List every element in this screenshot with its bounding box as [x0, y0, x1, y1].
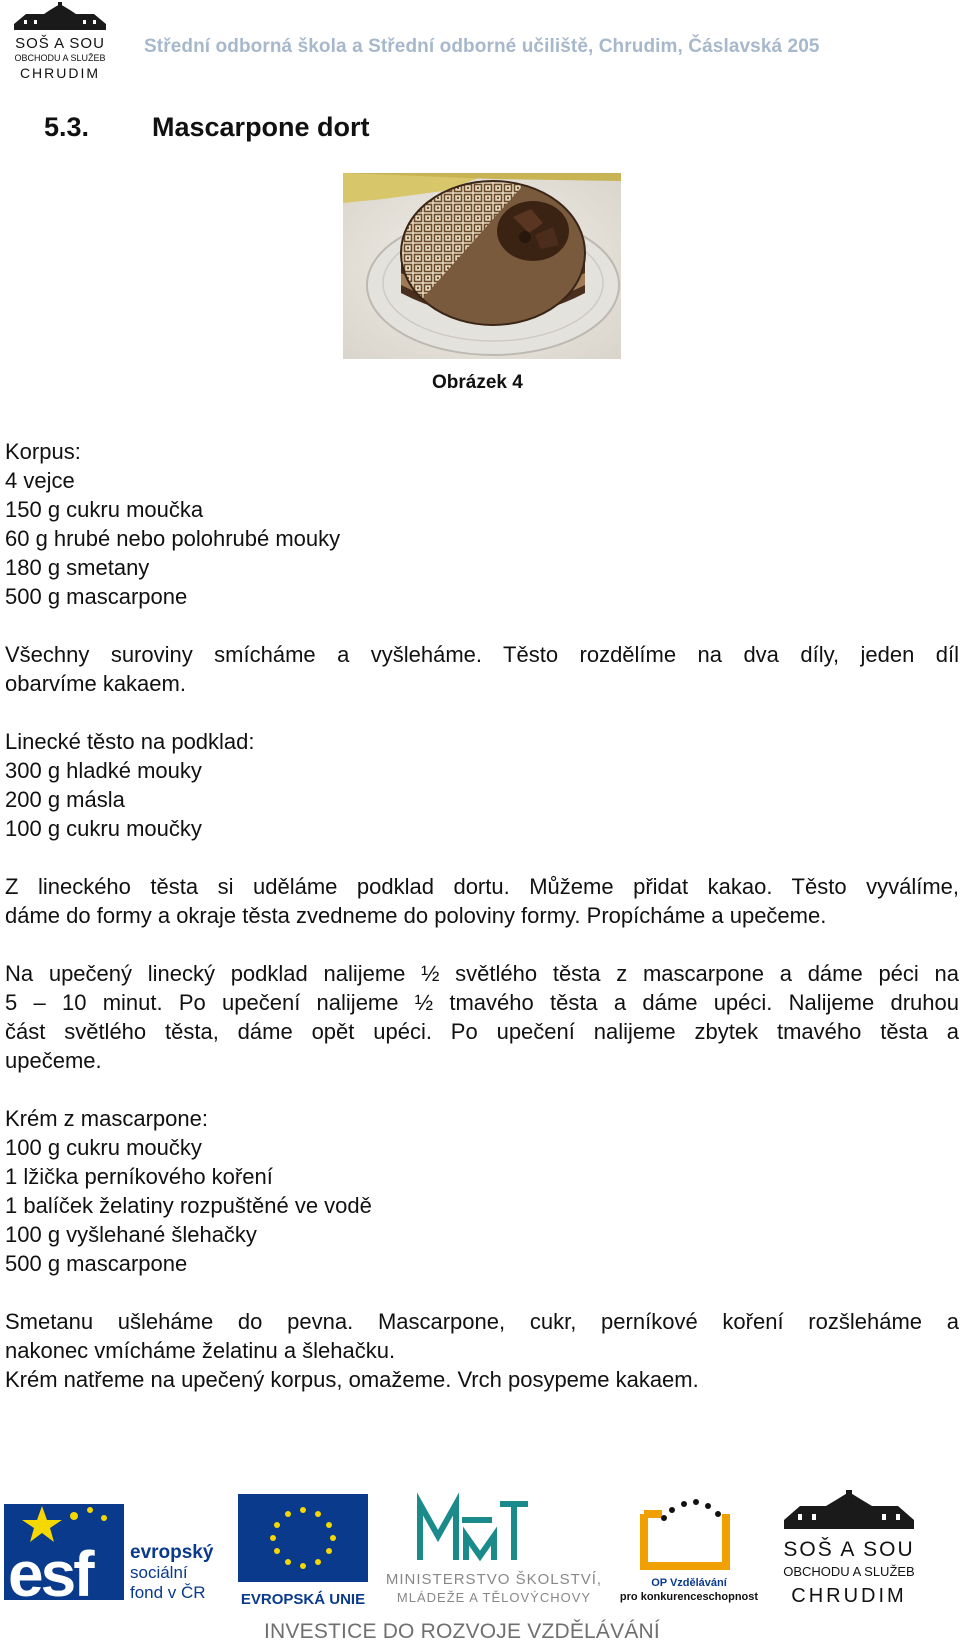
ingredient-item: 1 lžička perníkového koření — [5, 1164, 273, 1189]
section-heading — [44, 112, 370, 143]
logo-line-3: CHRUDIM — [19, 65, 101, 81]
opvk-line-2: pro konkurenceschopnost — [619, 1591, 759, 1603]
paragraph-line: Na upečený linecký podklad nalijeme ½ světlého těsta z mascarpone a dáme péci na — [5, 961, 959, 986]
ingredient-item: 1 balíček želatiny rozpuštěné ve vodě — [5, 1193, 372, 1218]
paragraph-line: obarvíme kakaem. — [5, 671, 186, 696]
paragraph-line: Všechny suroviny smícháme a vyšleháme. Těsto rozdělíme na dva díly, jeden díl — [5, 642, 959, 667]
ingredient-item: 100 g vyšlehané šlehačky — [5, 1222, 257, 1247]
footer-logo-line-3: CHRUDIM — [791, 1585, 907, 1607]
ingredient-item: 100 g cukru moučky — [5, 816, 202, 841]
school-name: Střední odborná škola a Střední odborné učiliště, Chrudim, Čáslavská 205 — [144, 36, 820, 57]
paragraph-line: dáme do formy a okraje těsta zvedneme do poloviny formy. Propícháme a upečeme. — [5, 903, 827, 928]
ingredients-heading: Krém z mascarpone: — [5, 1106, 208, 1131]
ingredient-item: 150 g cukru moučka — [5, 497, 204, 522]
instructions-paragraph — [5, 640, 959, 698]
paragraph-line: Z lineckého těsta si uděláme podklad dortu. Můžeme přidat kakao. Těsto vyválíme, — [5, 874, 959, 899]
esf-line-2: sociální — [130, 1563, 188, 1582]
ingredient-item: 500 g mascarpone — [5, 1251, 188, 1276]
paragraph-line: upečeme. — [5, 1048, 102, 1073]
paragraph-line: 5 – 10 minut. Po upečení nalijeme ½ tmavého těsta a dáme upéci. Nalijeme druhou — [5, 990, 959, 1015]
esf-line-3: fond v ČR — [130, 1583, 206, 1602]
footer-logo-line-1: SOŠ A SOU — [783, 1538, 915, 1561]
recipe-content — [5, 437, 959, 1394]
ingredient-item: 180 g smetany — [5, 555, 150, 580]
ingredient-item: 4 vejce — [5, 468, 75, 493]
instructions-paragraph — [5, 872, 959, 930]
opvk-line-1: OP Vzdělávání — [651, 1577, 727, 1589]
ingredient-item: 100 g cukru moučky — [5, 1135, 202, 1160]
eu-label: EVROPSKÁ UNIE — [240, 1591, 366, 1608]
eu-flag-logo — [238, 1494, 368, 1608]
instructions-paragraph — [5, 1307, 959, 1394]
ingredient-item: 500 g mascarpone — [5, 584, 188, 609]
instructions-paragraph — [5, 959, 959, 1075]
esf-line-1: evropský — [130, 1542, 214, 1563]
school-logo — [4, 2, 116, 82]
msmt-logo — [380, 1490, 608, 1610]
msmt-line-1: MINISTERSTVO ŠKOLSTVÍ, — [385, 1571, 603, 1588]
logo-line-2: OBCHODU A SLUŽEB — [14, 53, 106, 63]
school-logo-footer — [770, 1490, 928, 1608]
paragraph-line: část světlého těsta, dáme opět upéci. Po upečení nalijeme zbytek tmavého těsta a — [5, 1019, 959, 1044]
opvk-logo — [614, 1492, 764, 1610]
ingredient-item: 200 g másla — [5, 787, 125, 812]
svg-text:esf: esf — [8, 1538, 92, 1608]
investice-slogan: INVESTICE DO ROZVOJE VZDĚLÁVÁNÍ — [264, 1620, 660, 1643]
section-number: 5.3. — [44, 112, 90, 142]
ingredients-linecke — [5, 727, 959, 843]
paragraph-line: nakonec vmícháme želatinu a šlehačku. — [5, 1338, 396, 1363]
cake-photo — [343, 173, 621, 359]
page-header — [0, 0, 960, 90]
paragraph-line: Smetanu ušleháme do pevna. Mascarpone, cukr, perníkové koření rozšleháme a — [5, 1309, 959, 1334]
footer-logo-line-2: OBCHODU A SLUŽEB — [783, 1564, 915, 1579]
footer-logos — [0, 1490, 960, 1648]
ingredient-item: 300 g hladké mouky — [5, 758, 202, 783]
photo-caption: Obrázek 4 — [432, 372, 523, 393]
logo-line-1: SOŠ A SOU — [15, 35, 105, 52]
section-title: Mascarpone dort — [152, 112, 370, 142]
ingredients-korpus — [5, 437, 959, 611]
msmt-line-2: MLÁDEŽE A TĚLOVÝCHOVY — [396, 1590, 592, 1605]
ingredients-heading: Linecké těsto na podklad: — [5, 729, 255, 754]
ingredients-krem — [5, 1104, 959, 1278]
ingredient-item: 60 g hrubé nebo polohrubé mouky — [5, 526, 341, 551]
ingredients-heading: Korpus: — [5, 439, 81, 464]
esf-logo — [4, 1496, 229, 1608]
paragraph-line: Krém natřeme na upečený korpus, omažeme. Vrch posypeme kakaem. — [5, 1367, 699, 1392]
